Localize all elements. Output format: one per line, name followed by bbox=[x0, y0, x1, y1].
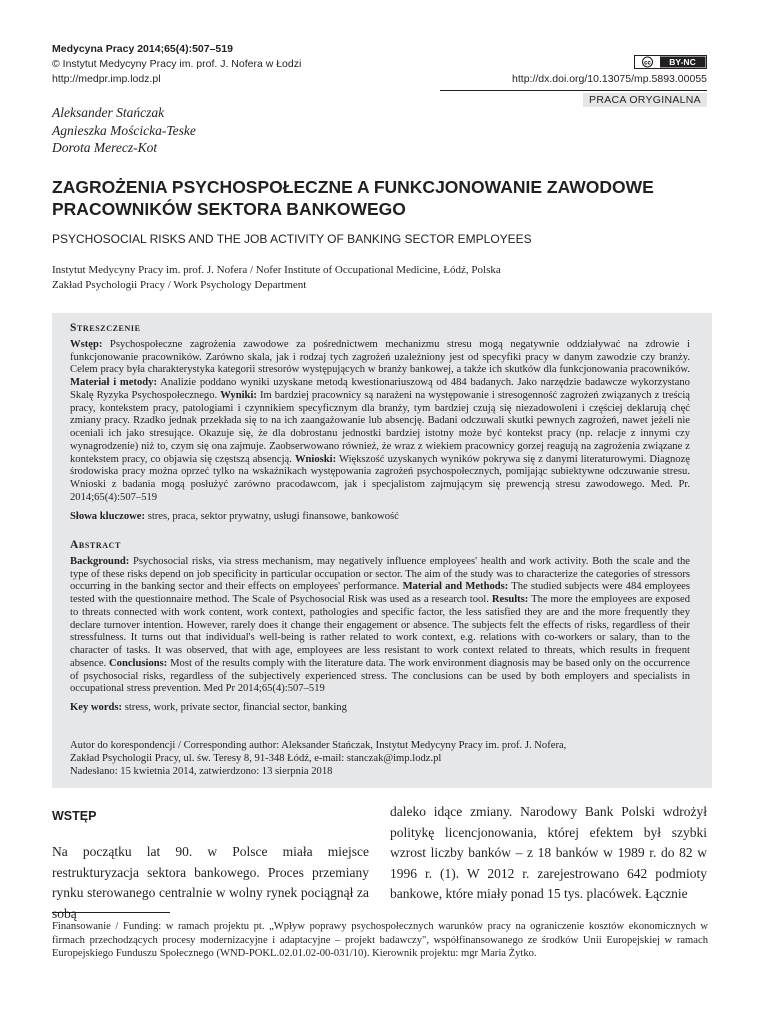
body-column-left: Na początku lat 90. w Polsce miała miejsce restrukturyzacja sektora bankowego. Proces przemiany rynku sterowanego centralnie w wolny rynek pociągnął za sobą bbox=[52, 844, 369, 921]
author-list bbox=[52, 104, 196, 157]
journal-header bbox=[52, 42, 301, 87]
slowa-kluczowe-text: stres, praca, sektor prywatny, usługi finansowe, bankowość bbox=[145, 510, 399, 522]
funding-footnote: Finansowanie / Funding: w ramach projektu pt. „Wpływ poprawy psychospołecznych warunków pracy na ograniczenie kosztów ekonomicznych w firmach przechodzących procesy modernizacyjne i adaptacyjne – projekt badawczy", współfinansowanego ze środków Unii Europejskiej w ramach Europejskiego Funduszu Społecznego (WND-POKL.02.01.02-00-031/10). Kierownik projektu: mgr Maria Żytko. bbox=[52, 921, 708, 959]
cc-license-label: BY-NC bbox=[669, 57, 696, 68]
section-heading-wstep: WSTĘP bbox=[52, 809, 97, 823]
key-words bbox=[70, 702, 690, 715]
article-type-label: PRACA ORYGINALNA bbox=[583, 93, 707, 107]
journal-citation: Medycyna Pracy 2014;65(4):507–519 bbox=[52, 43, 233, 55]
wnioski-label: Wnioski: bbox=[294, 453, 337, 465]
footnote-rule bbox=[52, 912, 170, 913]
abstract-section bbox=[70, 539, 690, 715]
affiliation bbox=[52, 263, 501, 292]
svg-text:cc: cc bbox=[644, 60, 651, 67]
background-label: Background: bbox=[70, 555, 130, 567]
author-name: Aleksander Stańczak bbox=[52, 105, 165, 120]
abstract-body bbox=[70, 556, 690, 696]
results-text: The more the employees are exposed to threats connected with work content, work context, pathologies and specific factor, the less satisfied they are and the more frequently they declare turnover intention. However, rarely does it change their engagement or absence. The subjects felt the effects of risks, regardless of their stressfulness. It turns out that individual's well-being is rather related to work context, e.g. relations with co-workers or salary, than to the character of tasks. It was observed, that with age, employees are less resistant to work context related to threats, which results in frequent absence. bbox=[70, 594, 690, 669]
title-line: PRACOWNIKÓW SEKTORA BANKOWEGO bbox=[52, 199, 406, 219]
streszczenie-section bbox=[70, 322, 690, 523]
methods-text: The studied subjects were 484 employees tested with the questionnaire method. The Scale of Psychosocial Risk was used as a research tool. bbox=[70, 581, 690, 605]
wnioski-text: Większość uzyskanych wyników pokrywa się z danymi literaturowymi. Diagnozę środowiska pracy można oprzeć tylko na wskaźnikach występowania zagrożeń psychospołecznych, pomijając subiektywne odczuwanie stresu. Wnioski z badania mogą posłużyć zarówno pracodawcom, jak i specjalistom zajmującym się prewencją stresu zawodowego. Med. Pr. 2014;65(4):507–519 bbox=[70, 453, 691, 503]
author-name: Agnieszka Mościcka-Teske bbox=[52, 122, 196, 138]
abstract-heading: Abstract bbox=[70, 539, 121, 551]
conclusions-text: Most of the results comply with the literature data. The work environment diagnosis may be based only on the occurrence of psychosocial risks, regardless of the subjectively experienced stress. The conclusions can be used by both employers and specialists in occupational stress prevention. Med Pr 2014;65(4):507–519 bbox=[70, 657, 690, 695]
slowa-kluczowe-label: Słowa kluczowe: bbox=[70, 510, 146, 522]
conclusions-label: Conclusions: bbox=[109, 657, 168, 669]
title-line: ZAGROŻENIA PSYCHOSPOŁECZNE A FUNKCJONOWANIE ZAWODOWE bbox=[52, 177, 654, 197]
correspondence-dates: Nadesłano: 15 kwietnia 2014, zatwierdzono: 13 sierpnia 2018 bbox=[70, 765, 333, 777]
material-label: Materiał i metody: bbox=[70, 377, 157, 388]
key-words-text: stress, work, private sector, financial sector, banking bbox=[122, 702, 347, 713]
streszczenie-body bbox=[70, 339, 690, 505]
streszczenie-heading: Streszczenie bbox=[70, 322, 141, 334]
correspondence-line: Zakład Psychologii Pracy, ul. św. Teresy 8, 91-348 Łódź, e-mail: stanczak@imp.lodz.pl bbox=[70, 752, 442, 764]
correspondence-line: Autor do korespondencji / Corresponding author: Aleksander Stańczak, Instytut Medycyny Pracy im. prof. J. Nofera, bbox=[70, 740, 567, 751]
header-rule bbox=[440, 90, 707, 91]
slowa-kluczowe bbox=[70, 511, 690, 524]
article-title bbox=[52, 176, 712, 220]
copyright-line: © Instytut Medycyny Pracy im. prof. J. Nofera w Łodzi bbox=[52, 58, 302, 70]
correspondence-info bbox=[70, 740, 690, 778]
background-text: Psychosocial risks, via stress mechanism, may negatively influence employees' health and work activity. Both the scale and the type of these risks depend on job specificity in particular occupation or sector. The aim of the study was to characterize the categories of stressors occurring in the banking sector and their effects on employees' performance. bbox=[70, 555, 690, 593]
material-text: Analizie poddano wyniki uzyskane metodą kwestionariuszową od 484 badanych. Jako narzędzie badawcze wykorzystano Skalę Ryzyka Psychospołecznego. bbox=[70, 377, 690, 401]
results-label: Results: bbox=[491, 594, 529, 605]
wyniki-text: Im bardziej pracownicy są narażeni na występowanie i stresogenność zagrożeń związanych z treścią pracy, kontekstem pracy, patologiami i czynnikiem specyficznym dla branży, tym bardziej czują się niezadowoleni i częściej deklarują chęć zmiany pracy. Rzadko jednak przekłada się to na ich zaangażowanie lub absencję. Badani odczuwali skutki pewnych zagrożeń, nawet jeżeli nie oceniali ich jako stresujące. Okazuje się, że dla dobrostanu jednostki bardziej istotny może być kontekst pracy (np. relacje z innymi czy wynagrodzenie) niż to, czym się ona zajmuje. Zaobserwowano również, że wraz z wiekiem pracownicy gorzej reagują na zagrożenia związane z kontekstem pracy, co objawia się częstszą absencją. bbox=[70, 389, 690, 465]
wstep-label: Wstęp: bbox=[70, 338, 103, 350]
article-subtitle-english: PSYCHOSOCIAL RISKS AND THE JOB ACTIVITY OF BANKING SECTOR EMPLOYEES bbox=[52, 232, 532, 246]
key-words-label: Key words: bbox=[70, 702, 123, 713]
doi-link[interactable]: http://dx.doi.org/10.13075/mp.5893.00055 bbox=[512, 73, 707, 85]
affiliation-line: Instytut Medycyny Pracy im. prof. J. Nofera / Nofer Institute of Occupational Medicine, Łódź, Polska bbox=[52, 264, 501, 276]
author-name: Dorota Merecz-Kot bbox=[52, 140, 158, 155]
affiliation-line: Zakład Psychologii Pracy / Work Psychology Department bbox=[52, 278, 307, 291]
journal-url-link[interactable]: http://medpr.imp.lodz.pl bbox=[52, 73, 161, 85]
body-column-right: daleko idące zmiany. Narodowy Bank Polski wdrożył politykę licencjonowania, której efektem był szybki wzrost liczby banków – z 18 banków w 1989 r. do 82 w 1996 r. (1). W 2012 r. zarejestrowano 642 podmioty bankowe, które miały ponad 15 tys. placówek. Łącznie bbox=[390, 804, 707, 901]
wyniki-label: Wyniki: bbox=[220, 389, 257, 401]
methods-label: Material and Methods: bbox=[402, 581, 509, 593]
wstep-text: Psychospołeczne zagrożenia zawodowe za pośrednictwem mechanizmu stresu mogą negatywnie oddziaływać na zdrowie i funkcjonowanie pracowników. Zarówno skala, jak i rodzaj tych zagrożeń uzależniony jest od specyfiki pracy w danym zawodzie czy branży. Celem pracy była charakterystyka kategorii stresorów występujących w branży bankowej, a także ich skutków dla funkcjonowania pracowników. bbox=[70, 338, 690, 376]
cc-license-badge bbox=[634, 55, 707, 69]
